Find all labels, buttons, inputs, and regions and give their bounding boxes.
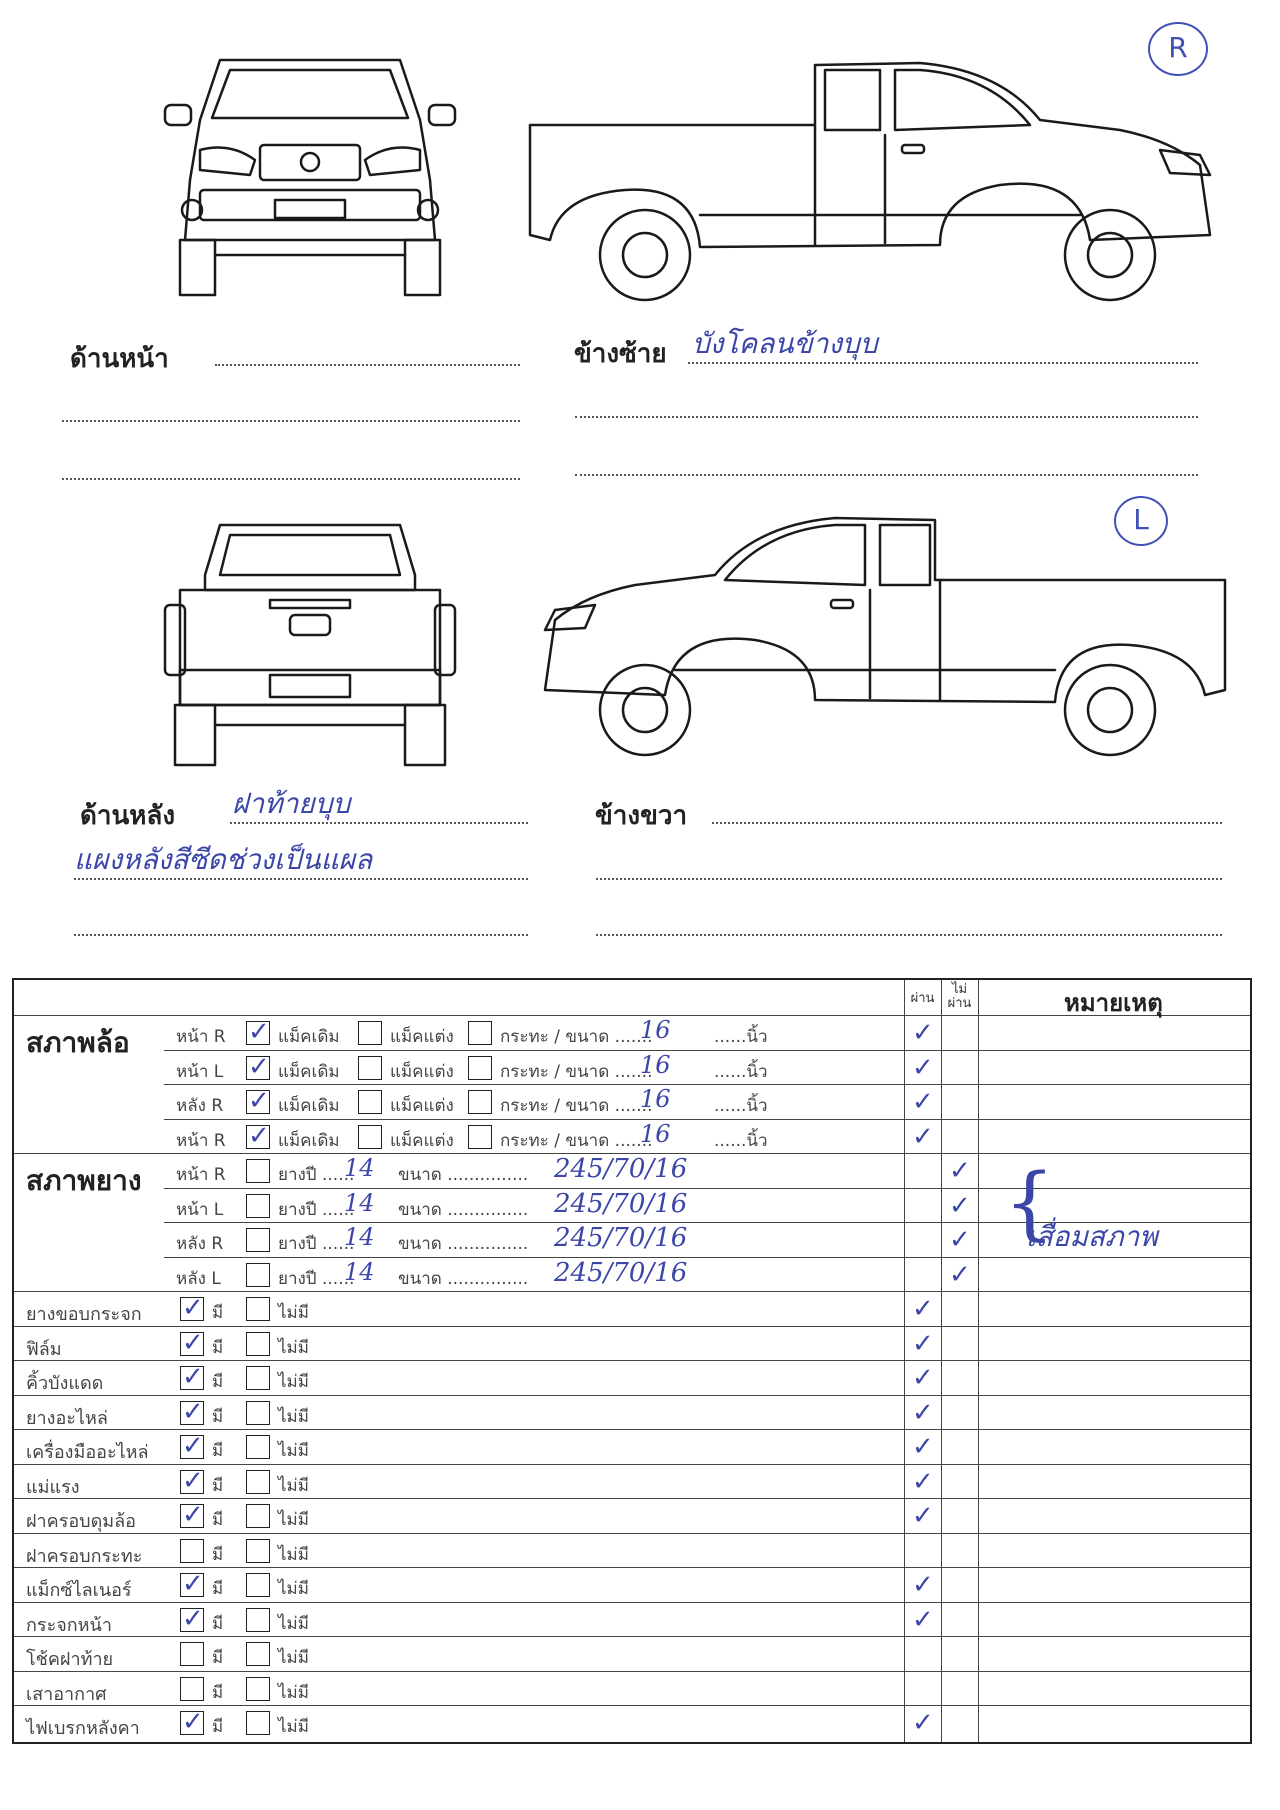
wheel-original-tick: ✓: [248, 1017, 270, 1047]
accessory-none-label: ไม่มี: [278, 1372, 309, 1392]
accessory-pass-tick: ✓: [912, 1708, 934, 1738]
rear-label: ด้านหลัง: [80, 801, 176, 831]
accessory-none-label: ไม่มี: [278, 1579, 309, 1599]
accessory-have-tick: ✓: [182, 1465, 204, 1496]
wheel-size-unit: ......นิ้ว: [714, 1061, 768, 1082]
accessory-name: กระจกหน้า: [26, 1614, 112, 1636]
accessory-have-tick: ✓: [182, 1431, 204, 1461]
accessory-have-label: มี: [212, 1613, 224, 1634]
front-label: ด้านหน้า: [70, 344, 169, 374]
rear-view-drawing: [160, 515, 460, 770]
tire-checkbox[interactable]: [246, 1228, 270, 1252]
wheel-custom-label: แม็คแต่ง: [390, 1061, 454, 1082]
accessory-pass-tick: ✓: [912, 1397, 934, 1428]
accessory-have-tick: ✓: [182, 1362, 204, 1392]
wheel-original-tick: ✓: [248, 1051, 270, 1082]
wheel-pass-tick: ✓: [912, 1121, 934, 1152]
accessory-none-checkbox[interactable]: [246, 1366, 270, 1390]
tires-remark-brace: {: [1004, 1156, 1055, 1249]
accessory-have-label: มี: [212, 1510, 224, 1530]
accessory-have-label: มี: [212, 1372, 224, 1392]
tire-year-value: 14: [344, 1257, 375, 1286]
wheel-custom-checkbox[interactable]: [358, 1056, 382, 1080]
wheel-size-value: 16: [640, 1085, 671, 1113]
tire-size-value: 245/70/16: [554, 1188, 688, 1219]
tires-title: สภาพยาง: [26, 1164, 142, 1197]
accessory-none-label: ไม่มี: [278, 1441, 309, 1461]
wheel-size-unit: ......นิ้ว: [714, 1096, 768, 1116]
accessory-none-checkbox[interactable]: [246, 1332, 270, 1356]
wheel-size-unit: ......นิ้ว: [714, 1130, 768, 1151]
tire-size-value: 245/70/16: [554, 1154, 688, 1184]
tire-checkbox[interactable]: [246, 1194, 270, 1218]
tire-year-value: 14: [344, 1223, 375, 1251]
wheel-position: หน้า R: [176, 1027, 226, 1047]
rear-note-1: ฝาท้ายบุบ: [232, 787, 351, 820]
wheels-title: สภาพล้อ: [26, 1026, 130, 1059]
tires-remark: เสื่อมสภาพ: [1026, 1220, 1158, 1254]
wheel-size-value: 16: [640, 1119, 671, 1148]
wheel-pass-tick: ✓: [912, 1052, 934, 1083]
wheel-position: หน้า L: [176, 1061, 224, 1082]
accessory-name: ไฟเบรกหลังคา: [26, 1718, 140, 1739]
accessory-none-label: ไม่มี: [278, 1544, 309, 1565]
front-view-drawing: [160, 50, 460, 300]
accessory-none-label: ไม่มี: [278, 1475, 309, 1496]
wheel-original-label: แม็คเดิม: [278, 1096, 340, 1116]
accessory-have-tick: ✓: [182, 1569, 204, 1599]
wheel-size-value: 16: [640, 1050, 671, 1079]
accessory-have-tick: ✓: [182, 1293, 204, 1323]
accessory-have-label: มี: [212, 1682, 224, 1703]
remark-header: หมายเหตุ: [1064, 989, 1163, 1017]
accessory-name: ฟิล์ม: [26, 1338, 62, 1360]
tire-year-value: 14: [344, 1188, 375, 1217]
tire-size-value: 245/70/16: [554, 1257, 688, 1288]
fail-header-1: ไม่: [951, 982, 968, 997]
tire-size-value: 245/70/16: [554, 1223, 688, 1253]
accessory-name: เสาอากาศ: [26, 1683, 107, 1705]
wheel-original-label: แม็คเดิม: [278, 1061, 340, 1082]
accessory-name: ยางอะไหล่: [26, 1407, 108, 1429]
accessory-have-label: มี: [212, 1544, 224, 1565]
accessory-have-label: มี: [212, 1475, 224, 1496]
wheel-pass-tick: ✓: [912, 1018, 934, 1048]
wheel-original-tick: ✓: [248, 1086, 270, 1116]
accessory-none-checkbox[interactable]: [246, 1642, 270, 1666]
wheel-original-tick: ✓: [248, 1120, 270, 1151]
tire-size-label: ขนาด ...............: [398, 1199, 529, 1220]
wheel-custom-label: แม็คแต่ง: [390, 1130, 454, 1151]
wheel-custom-checkbox[interactable]: [358, 1125, 382, 1149]
accessory-have-checkbox[interactable]: [180, 1642, 204, 1666]
tire-fail-tick: ✓: [949, 1225, 971, 1255]
wheel-position: หน้า R: [176, 1130, 226, 1151]
accessory-pass-tick: ✓: [912, 1294, 934, 1324]
right-side-view-drawing: [535, 510, 1235, 760]
wheel-hubcap-checkbox[interactable]: [468, 1090, 492, 1114]
accessory-have-label: มี: [212, 1303, 224, 1323]
wheel-hubcap-checkbox[interactable]: [468, 1125, 492, 1149]
accessory-name: ฝาครอบกระทะ: [26, 1545, 143, 1567]
tire-year-label: ยางปี ......: [278, 1234, 355, 1254]
accessory-none-checkbox[interactable]: [246, 1504, 270, 1528]
accessory-pass-tick: ✓: [912, 1501, 934, 1531]
accessory-none-checkbox[interactable]: [246, 1470, 270, 1494]
accessory-have-checkbox[interactable]: [180, 1677, 204, 1701]
wheel-custom-checkbox[interactable]: [358, 1090, 382, 1114]
accessory-name: แม็กซ์ไลเนอร์: [26, 1580, 132, 1601]
accessory-pass-tick: ✓: [912, 1604, 934, 1635]
right-side-mark: R: [1148, 22, 1208, 76]
accessory-have-label: มี: [212, 1406, 224, 1427]
accessory-have-label: มี: [212, 1441, 224, 1461]
accessory-pass-tick: ✓: [912, 1432, 934, 1462]
fail-header-2: ผ่าน: [947, 996, 972, 1011]
accessory-none-label: ไม่มี: [278, 1613, 309, 1634]
accessory-have-tick: ✓: [182, 1707, 204, 1737]
accessory-name: ยางขอบกระจก: [26, 1304, 142, 1325]
accessory-none-label: ไม่มี: [278, 1682, 309, 1703]
tire-checkbox[interactable]: [246, 1159, 270, 1183]
left-side-mark: L: [1114, 496, 1168, 546]
accessory-have-label: มี: [212, 1579, 224, 1599]
tire-position: หน้า L: [176, 1199, 224, 1220]
tire-size-label: ขนาด ...............: [398, 1268, 529, 1289]
accessory-none-checkbox[interactable]: [246, 1573, 270, 1597]
accessory-none-checkbox[interactable]: [246, 1435, 270, 1459]
accessory-none-label: ไม่มี: [278, 1717, 309, 1737]
accessory-name: ฝาครอบดุมล้อ: [26, 1511, 136, 1532]
wheel-original-label: แม็คเดิม: [278, 1027, 340, 1047]
tire-size-label: ขนาด ...............: [398, 1165, 529, 1185]
accessory-name: โช้คฝาท้าย: [26, 1649, 114, 1670]
tire-year-value: 14: [344, 1154, 375, 1182]
tire-position: หน้า R: [176, 1165, 226, 1185]
wheel-hubcap-checkbox[interactable]: [468, 1056, 492, 1080]
accessory-none-label: ไม่มี: [278, 1303, 309, 1323]
accessory-have-checkbox[interactable]: [180, 1539, 204, 1563]
wheel-custom-label: แม็คแต่ง: [390, 1096, 454, 1116]
accessory-name: เครื่องมืออะไหล่: [26, 1442, 149, 1463]
tire-year-label: ยางปี ......: [278, 1268, 355, 1289]
accessory-have-tick: ✓: [182, 1327, 204, 1358]
wheel-size-unit: ......นิ้ว: [714, 1027, 768, 1047]
left-side-view-drawing: [520, 55, 1220, 305]
accessory-have-label: มี: [212, 1337, 224, 1358]
wheel-hubcap-label: กระทะ / ขนาด .......: [500, 1027, 653, 1047]
inspection-table: [12, 978, 1252, 1744]
rear-note-2: แผงหลังสีซีดช่วงเป็นแผล: [74, 843, 373, 876]
accessory-pass-tick: ✓: [912, 1466, 934, 1497]
tire-year-label: ยางปี ......: [278, 1199, 355, 1220]
tire-fail-tick: ✓: [949, 1190, 971, 1221]
tire-checkbox[interactable]: [246, 1263, 270, 1287]
tire-fail-tick: ✓: [949, 1259, 971, 1290]
accessory-none-checkbox[interactable]: [246, 1401, 270, 1425]
wheel-custom-checkbox[interactable]: [358, 1021, 382, 1045]
accessory-have-label: มี: [212, 1717, 224, 1737]
wheel-hubcap-checkbox[interactable]: [468, 1021, 492, 1045]
tire-year-label: ยางปี ......: [278, 1165, 355, 1185]
accessory-pass-tick: ✓: [912, 1363, 934, 1393]
accessory-none-label: ไม่มี: [278, 1337, 309, 1358]
left-side-label: ข้างซ้าย: [574, 339, 667, 369]
accessory-none-checkbox[interactable]: [246, 1711, 270, 1735]
tire-size-label: ขนาด ...............: [398, 1234, 529, 1254]
accessory-none-checkbox[interactable]: [246, 1539, 270, 1563]
wheel-hubcap-label: กระทะ / ขนาด .......: [500, 1130, 653, 1151]
tire-fail-tick: ✓: [949, 1156, 971, 1186]
wheel-hubcap-label: กระทะ / ขนาด .......: [500, 1061, 653, 1082]
tire-position: หลัง L: [176, 1268, 221, 1289]
wheel-position: หลัง R: [176, 1096, 224, 1116]
accessory-name: คิ้วบังแดด: [26, 1373, 104, 1394]
accessory-none-label: ไม่มี: [278, 1648, 309, 1668]
accessory-have-tick: ✓: [182, 1396, 204, 1427]
accessory-none-checkbox[interactable]: [246, 1608, 270, 1632]
accessory-have-tick: ✓: [182, 1603, 204, 1634]
accessory-have-label: มี: [212, 1648, 224, 1668]
accessory-have-tick: ✓: [182, 1500, 204, 1530]
wheel-custom-label: แม็คแต่ง: [390, 1027, 454, 1047]
accessory-pass-tick: ✓: [912, 1570, 934, 1600]
wheel-original-label: แม็คเดิม: [278, 1130, 340, 1151]
accessory-none-label: ไม่มี: [278, 1510, 309, 1530]
right-side-label: ข้างขวา: [595, 801, 688, 831]
accessory-pass-tick: ✓: [912, 1328, 934, 1359]
accessory-none-checkbox[interactable]: [246, 1677, 270, 1701]
wheel-size-value: 16: [640, 1016, 671, 1044]
pass-header: ผ่าน: [910, 991, 935, 1006]
wheel-pass-tick: ✓: [912, 1087, 934, 1117]
left-side-note: บังโคลนข้างบุบ: [692, 327, 878, 360]
tire-position: หลัง R: [176, 1234, 224, 1254]
accessory-none-label: ไม่มี: [278, 1406, 309, 1427]
wheel-hubcap-label: กระทะ / ขนาด .......: [500, 1096, 653, 1116]
accessory-name: แม่แรง: [26, 1476, 80, 1498]
accessory-none-checkbox[interactable]: [246, 1297, 270, 1321]
